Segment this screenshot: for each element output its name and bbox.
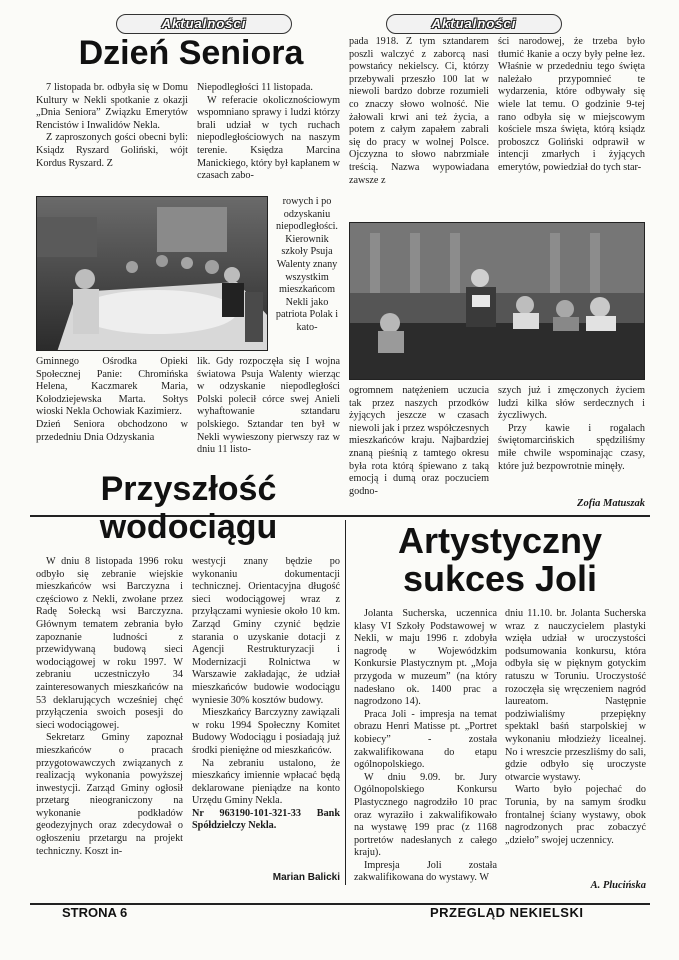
section-badge-left: Aktualności xyxy=(116,14,292,34)
senior-col3-bottom-text: ogromnem natężeniem uczucia tak przez naszych przodków żyjących jeszcze w czasach niewoli jak i przez współczesnych mieszkańców kraju. Najbardziej znaną pieśnią z tamtego okresu była rota którą śpiewano z taką emocją i dumą oraz poczuciem godno- xyxy=(349,385,489,497)
water-title-line1: Przyszłość xyxy=(100,470,277,508)
water-col2-b: Mieszkańcy Barczyzny zawiązali w roku 1994 Społeczny Komitet Budowy Wodociągu i posiadają już środki pieniężne od mieszkańców. xyxy=(192,707,340,756)
water-col2-c: Na zebraniu ustalono, że mieszkańcy imiennie wpłacać będą deklarowane pieniądze na konto Urzędu Gminy Nekla. xyxy=(192,757,340,807)
column-divider xyxy=(345,520,346,885)
art-author: A. Plucińska xyxy=(590,880,646,891)
water-author: Marian Balicki xyxy=(272,872,340,883)
water-title-line2: wodociągu xyxy=(99,508,278,546)
senior-gops: Gminnego Ośrodka Opieki Społecznej Panie: Chromińska Helena, Kaczmarek Maria, Kołodziejewska Marta. Sołtys wioski Nekla Ochowiak Kazimierz. xyxy=(36,356,188,418)
senior-col2-narrow-text: rowych i po odzyskaniu niepodległości. Kierownik szkoły Psuja Walenty znany wszystkim mieszkańcom Nekli jako patriota Polak i kato- xyxy=(275,196,339,333)
art-col2-b: Warto było pojechać do Torunia, by na samym środku frontalnej ściany wystawy, obok nagrodzonych prac zobaczyć „dzieło” swojej uczennicy. xyxy=(505,784,646,846)
senior-col2-bottom xyxy=(197,356,340,457)
art-col1 xyxy=(354,608,497,885)
senior-col2-start: Niepodległości 11 listopada. xyxy=(197,82,313,93)
senior-col4-top-text: ści narodowej, że trzeba było tłumić łkanie a oczy były pełne łez. Właśnie w przededniu tego święta należało przypomnieć te wydarzenia, które odbywały się wiele lat temu. O godzinie 9-tej rano odbyła się w miejscowym kościele msza święta, którą ksiądz proboszcz Goliński odprawił w intencji zmarłych i żyjących emerytów, powiedział do tych star- xyxy=(498,36,645,173)
panel-photo-illustration xyxy=(350,223,645,380)
water-bank-account: Nr 963190-101-321-33 Bank Spółdzielczy Nekla. xyxy=(192,807,340,832)
art-col1-c: W dniu 9.09. br. Jury Ogólnopolskiego Konkursu Plastycznego nagrodziło 10 prac oraz wyraziło i zakwalifikowało na wystawę 199 prac (z 1168 portretów nadesłanych z całego kraju). xyxy=(354,771,497,859)
water-col2 xyxy=(192,556,340,833)
senior-col3-top-text: pada 1918. Z tym sztandarem poszli walczyć z zaborcą nasi powstańcy nekielscy. Ci, którzy przebywali przeszło 100 lat w niewoli bardzo dobrze rozumieli co znaczy słowo wolność. Nie żałowali krwi ani też życia, a potem z całym zapałem zabrali się do pracy w wolnej Polsce. Ojczyzna to słowo nabrzmiałe treścią. Nazwa wypowiadana zawsze z xyxy=(349,36,489,186)
page-number: STRONA 6 xyxy=(62,905,128,920)
senior-photo-panel xyxy=(349,222,645,380)
meeting-photo-illustration xyxy=(37,197,268,351)
water-col1-b: Sekretarz Gminy zapoznał mieszkańców o pracach przygotowawczych związanych z realizacją wykonania powyższej inwestycji. Zarząd Gminy ogłosił przetarg nieograniczony na wykonanie podkładów geodezyjnych oraz zdecydował o ogłoszeniu przetargu na projekt techniczny. Koszt in- xyxy=(36,732,183,857)
senior-col4-end: Przy kawie i rogalach świętomarcińskich spędziliśmy miłe chwile wspominając czasy, które już bezpowrotnie minęły. xyxy=(498,422,645,472)
senior-col2-bottom-text: lik. Gdy rozpoczęła się I wojna światowa Psuja Walenty wierząc w odzyskanie niepodległości Polski polecił córce swej Anieli wyhaftowanie sztandaru polskiego. Sztandar ten był w Nekli wywieszony pierwszy raz w dniu 11 listo- xyxy=(197,356,340,456)
senior-col1-top xyxy=(36,82,188,170)
senior-guests: Z zaproszonych gości obecni byli: Ksiądz Ryszard Goliński, wójt Kordus Ryszard. Z xyxy=(36,132,188,169)
senior-col2-ref: W referacie okolicznościowym wspomniano sprawy i ludzi którzy brali udział w tych ruchach niepodległościowych na naszym terenie. Księdza Marcina Manickiego, który był kapłanem w czasach zabo- xyxy=(197,94,340,182)
senior-col1-end: Dzień Seniora obchodzono w przededniu Dnia Odzyskania xyxy=(36,418,188,443)
senior-col4-bottom xyxy=(498,385,645,473)
art-col2-text: dniu 11.10. br. Jolanta Sucherska wraz z nauczycielem plastyki wzięła udział w uroczystości podsumowania konkursu, która odbyła się w pięknym gotyckim ratuszu w Toruniu. Uroczystość rozoczęła się wręczeniem nagród laureatom. Następnie podziwialiśmy przepiękny spektakl baśń starpolskiej w wykonaniu młodzieży licealnej. No i wreszcie przeszliśmy do sali, gdzie odbyło się uroczyste otwarcie wystawy. xyxy=(505,608,646,783)
senior-author: Zofia Matuszak xyxy=(577,498,645,509)
senior-col4-top xyxy=(498,36,645,175)
senior-title: Dzień Seniora xyxy=(78,34,304,72)
art-col1-d: Impresja Joli została zakwalifikowana do wystawy. W xyxy=(354,859,497,884)
water-col2-text: westycji znany będzie po wykonaniu dokumentacji technicznej. Orientacyjna długość sieci wodociągowej wraz z przyłączami wyniesie około 10 km. Zarząd Gminy czynić będzie starania o uzyskanie dotacji z Agencji Restrukturyzacji i Modernizacji Rolnictwa w Warszawie zakładając, że udział mieszkańców budowie wodociągu wyniesie 30% kosztów budowy. xyxy=(192,556,340,706)
art-col1-b: Praca Joli - impresja na temat obrazu Henri Matisse pt. „Portret kobiecy” - została zakwalifikowana do etapu ogólnopolskiego. xyxy=(354,708,497,771)
senior-col3-bottom xyxy=(349,385,489,498)
water-col1 xyxy=(36,556,183,858)
senior-col4-bottom-text: szych już i zmęczonych życiem ludzi kilka słów serdecznych i życzliwych. xyxy=(498,385,645,422)
senior-col2-top xyxy=(197,82,340,183)
art-title-line1: Artystyczny xyxy=(397,520,603,561)
section-badge-right: Aktualności xyxy=(386,14,562,34)
art-title-line2: sukces Joli xyxy=(402,558,598,599)
senior-col2-narrow xyxy=(273,196,341,335)
senior-col1-bottom xyxy=(36,356,188,444)
art-col1-text: Jolanta Sucherska, uczennica klasy VI Szkoły Podstawowej w Nekli, w maju 1996 r. zdobyła nagrodę w Wojewódzkim Konkursie Plastycznym pt. „Moja przygoda w muzeum” (na który nadesłano ok. 1400 prac a nagrodzono 14). xyxy=(354,608,497,708)
senior-intro: 7 listopada br. odbyła się w Domu Kultury w Nekli spotkanie z okazji „Dnia Seniora” Związku Emerytów Rencistów i Inwalidów Nekla. xyxy=(36,82,188,131)
paper-name: PRZEGLĄD NEKIELSKI xyxy=(430,905,584,920)
art-col2 xyxy=(505,608,646,847)
water-col1-text: W dniu 8 listopada 1996 roku odbyło się zebranie wiejskie mieszkańców wsi Barczyzna i częściowo z Nekli, zwołane przez Radę Sołecką wsi Barczyzna. Głównym tematem zebrania było zapoznanie ludności z przewidywaną budową sieci wodociągowej w roku 1997. W zebraniu uczestniczyło 34 zainteresowanych mieszkańców na 53 deklarujących wcześniej chęć przyłączenia swoich posesji do sieci wodociągowej. xyxy=(36,556,183,731)
senior-col3-top xyxy=(349,36,489,187)
senior-photo-meeting xyxy=(36,196,268,351)
